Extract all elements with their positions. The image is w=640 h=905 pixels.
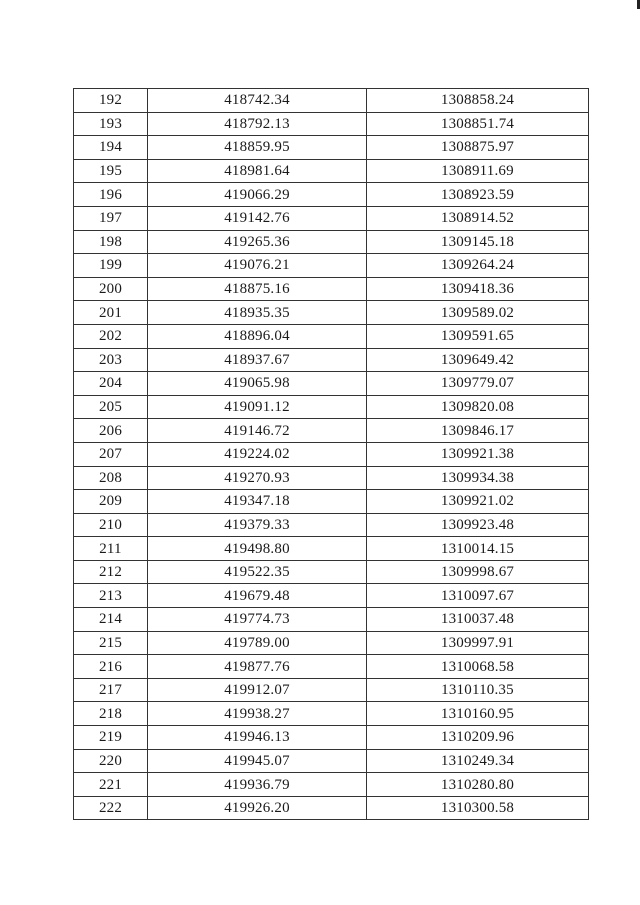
y-coordinate-cell: 1310209.96 <box>367 726 589 750</box>
table-row <box>74 560 589 584</box>
y-coordinate-cell: 1308911.69 <box>367 159 589 183</box>
table-row <box>74 89 589 113</box>
x-coordinate-cell: 419066.29 <box>148 183 367 207</box>
table-row <box>74 490 589 514</box>
x-coordinate-cell: 419146.72 <box>148 419 367 443</box>
x-coordinate-cell: 419265.36 <box>148 230 367 254</box>
point-number-cell: 218 <box>74 702 148 726</box>
coordinate-table-body <box>74 89 589 820</box>
table-row <box>74 159 589 183</box>
x-coordinate-cell: 418937.67 <box>148 348 367 372</box>
y-coordinate-cell: 1309923.48 <box>367 513 589 537</box>
y-coordinate-cell: 1308858.24 <box>367 89 589 113</box>
point-number-cell: 219 <box>74 726 148 750</box>
x-coordinate-cell: 418896.04 <box>148 324 367 348</box>
table-row <box>74 513 589 537</box>
y-coordinate-cell: 1310110.35 <box>367 678 589 702</box>
x-coordinate-cell: 419379.33 <box>148 513 367 537</box>
table-row <box>74 466 589 490</box>
x-coordinate-cell: 419498.80 <box>148 537 367 561</box>
point-number-cell: 213 <box>74 584 148 608</box>
table-row <box>74 442 589 466</box>
table-row <box>74 301 589 325</box>
y-coordinate-cell: 1308923.59 <box>367 183 589 207</box>
y-coordinate-cell: 1308914.52 <box>367 206 589 230</box>
point-number-cell: 193 <box>74 112 148 136</box>
x-coordinate-cell: 419945.07 <box>148 749 367 773</box>
point-number-cell: 202 <box>74 324 148 348</box>
table-row <box>74 372 589 396</box>
y-coordinate-cell: 1310300.58 <box>367 796 589 820</box>
table-row <box>74 631 589 655</box>
x-coordinate-cell: 419877.76 <box>148 655 367 679</box>
x-coordinate-cell: 419065.98 <box>148 372 367 396</box>
y-coordinate-cell: 1309997.91 <box>367 631 589 655</box>
table-row <box>74 324 589 348</box>
point-number-cell: 209 <box>74 490 148 514</box>
y-coordinate-cell: 1309591.65 <box>367 324 589 348</box>
point-number-cell: 208 <box>74 466 148 490</box>
point-number-cell: 211 <box>74 537 148 561</box>
y-coordinate-cell: 1309998.67 <box>367 560 589 584</box>
point-number-cell: 192 <box>74 89 148 113</box>
y-coordinate-cell: 1310160.95 <box>367 702 589 726</box>
point-number-cell: 214 <box>74 608 148 632</box>
table-row <box>74 678 589 702</box>
table-row <box>74 112 589 136</box>
table-row <box>74 796 589 820</box>
y-coordinate-cell: 1309921.02 <box>367 490 589 514</box>
y-coordinate-cell: 1310249.34 <box>367 749 589 773</box>
point-number-cell: 205 <box>74 395 148 419</box>
coordinate-table <box>73 88 589 820</box>
table-row <box>74 773 589 797</box>
x-coordinate-cell: 419926.20 <box>148 796 367 820</box>
point-number-cell: 200 <box>74 277 148 301</box>
table-row <box>74 136 589 160</box>
point-number-cell: 220 <box>74 749 148 773</box>
y-coordinate-cell: 1309820.08 <box>367 395 589 419</box>
x-coordinate-cell: 418792.13 <box>148 112 367 136</box>
point-number-cell: 204 <box>74 372 148 396</box>
y-coordinate-cell: 1309145.18 <box>367 230 589 254</box>
x-coordinate-cell: 419774.73 <box>148 608 367 632</box>
y-coordinate-cell: 1309264.24 <box>367 254 589 278</box>
y-coordinate-cell: 1309846.17 <box>367 419 589 443</box>
point-number-cell: 197 <box>74 206 148 230</box>
point-number-cell: 198 <box>74 230 148 254</box>
x-coordinate-cell: 418859.95 <box>148 136 367 160</box>
x-coordinate-cell: 419091.12 <box>148 395 367 419</box>
point-number-cell: 215 <box>74 631 148 655</box>
y-coordinate-cell: 1309418.36 <box>367 277 589 301</box>
point-number-cell: 195 <box>74 159 148 183</box>
point-number-cell: 207 <box>74 442 148 466</box>
x-coordinate-cell: 419142.76 <box>148 206 367 230</box>
point-number-cell: 199 <box>74 254 148 278</box>
x-coordinate-cell: 419076.21 <box>148 254 367 278</box>
point-number-cell: 201 <box>74 301 148 325</box>
table-row <box>74 254 589 278</box>
y-coordinate-cell: 1308875.97 <box>367 136 589 160</box>
table-row <box>74 608 589 632</box>
y-coordinate-cell: 1309649.42 <box>367 348 589 372</box>
table-row <box>74 419 589 443</box>
point-number-cell: 222 <box>74 796 148 820</box>
y-coordinate-cell: 1309921.38 <box>367 442 589 466</box>
y-coordinate-cell: 1310037.48 <box>367 608 589 632</box>
point-number-cell: 196 <box>74 183 148 207</box>
table-row <box>74 584 589 608</box>
x-coordinate-cell: 418981.64 <box>148 159 367 183</box>
point-number-cell: 194 <box>74 136 148 160</box>
table-row <box>74 749 589 773</box>
table-row <box>74 702 589 726</box>
table-row <box>74 655 589 679</box>
x-coordinate-cell: 419270.93 <box>148 466 367 490</box>
y-coordinate-cell: 1310280.80 <box>367 773 589 797</box>
x-coordinate-cell: 418935.35 <box>148 301 367 325</box>
y-coordinate-cell: 1309779.07 <box>367 372 589 396</box>
x-coordinate-cell: 419912.07 <box>148 678 367 702</box>
table-row <box>74 230 589 254</box>
x-coordinate-cell: 419936.79 <box>148 773 367 797</box>
point-number-cell: 210 <box>74 513 148 537</box>
point-number-cell: 206 <box>74 419 148 443</box>
y-coordinate-cell: 1309589.02 <box>367 301 589 325</box>
x-coordinate-cell: 419224.02 <box>148 442 367 466</box>
x-coordinate-cell: 419679.48 <box>148 584 367 608</box>
table-row <box>74 183 589 207</box>
x-coordinate-cell: 419522.35 <box>148 560 367 584</box>
table-row <box>74 395 589 419</box>
x-coordinate-cell: 419347.18 <box>148 490 367 514</box>
point-number-cell: 221 <box>74 773 148 797</box>
point-number-cell: 216 <box>74 655 148 679</box>
x-coordinate-cell: 418875.16 <box>148 277 367 301</box>
x-coordinate-cell: 419946.13 <box>148 726 367 750</box>
point-number-cell: 203 <box>74 348 148 372</box>
point-number-cell: 212 <box>74 560 148 584</box>
table-row <box>74 726 589 750</box>
y-coordinate-cell: 1309934.38 <box>367 466 589 490</box>
x-coordinate-cell: 419938.27 <box>148 702 367 726</box>
y-coordinate-cell: 1310014.15 <box>367 537 589 561</box>
y-coordinate-cell: 1310097.67 <box>367 584 589 608</box>
table-row <box>74 277 589 301</box>
table-row <box>74 348 589 372</box>
y-coordinate-cell: 1308851.74 <box>367 112 589 136</box>
x-coordinate-cell: 418742.34 <box>148 89 367 113</box>
table-row <box>74 537 589 561</box>
x-coordinate-cell: 419789.00 <box>148 631 367 655</box>
table-row <box>74 206 589 230</box>
y-coordinate-cell: 1310068.58 <box>367 655 589 679</box>
point-number-cell: 217 <box>74 678 148 702</box>
